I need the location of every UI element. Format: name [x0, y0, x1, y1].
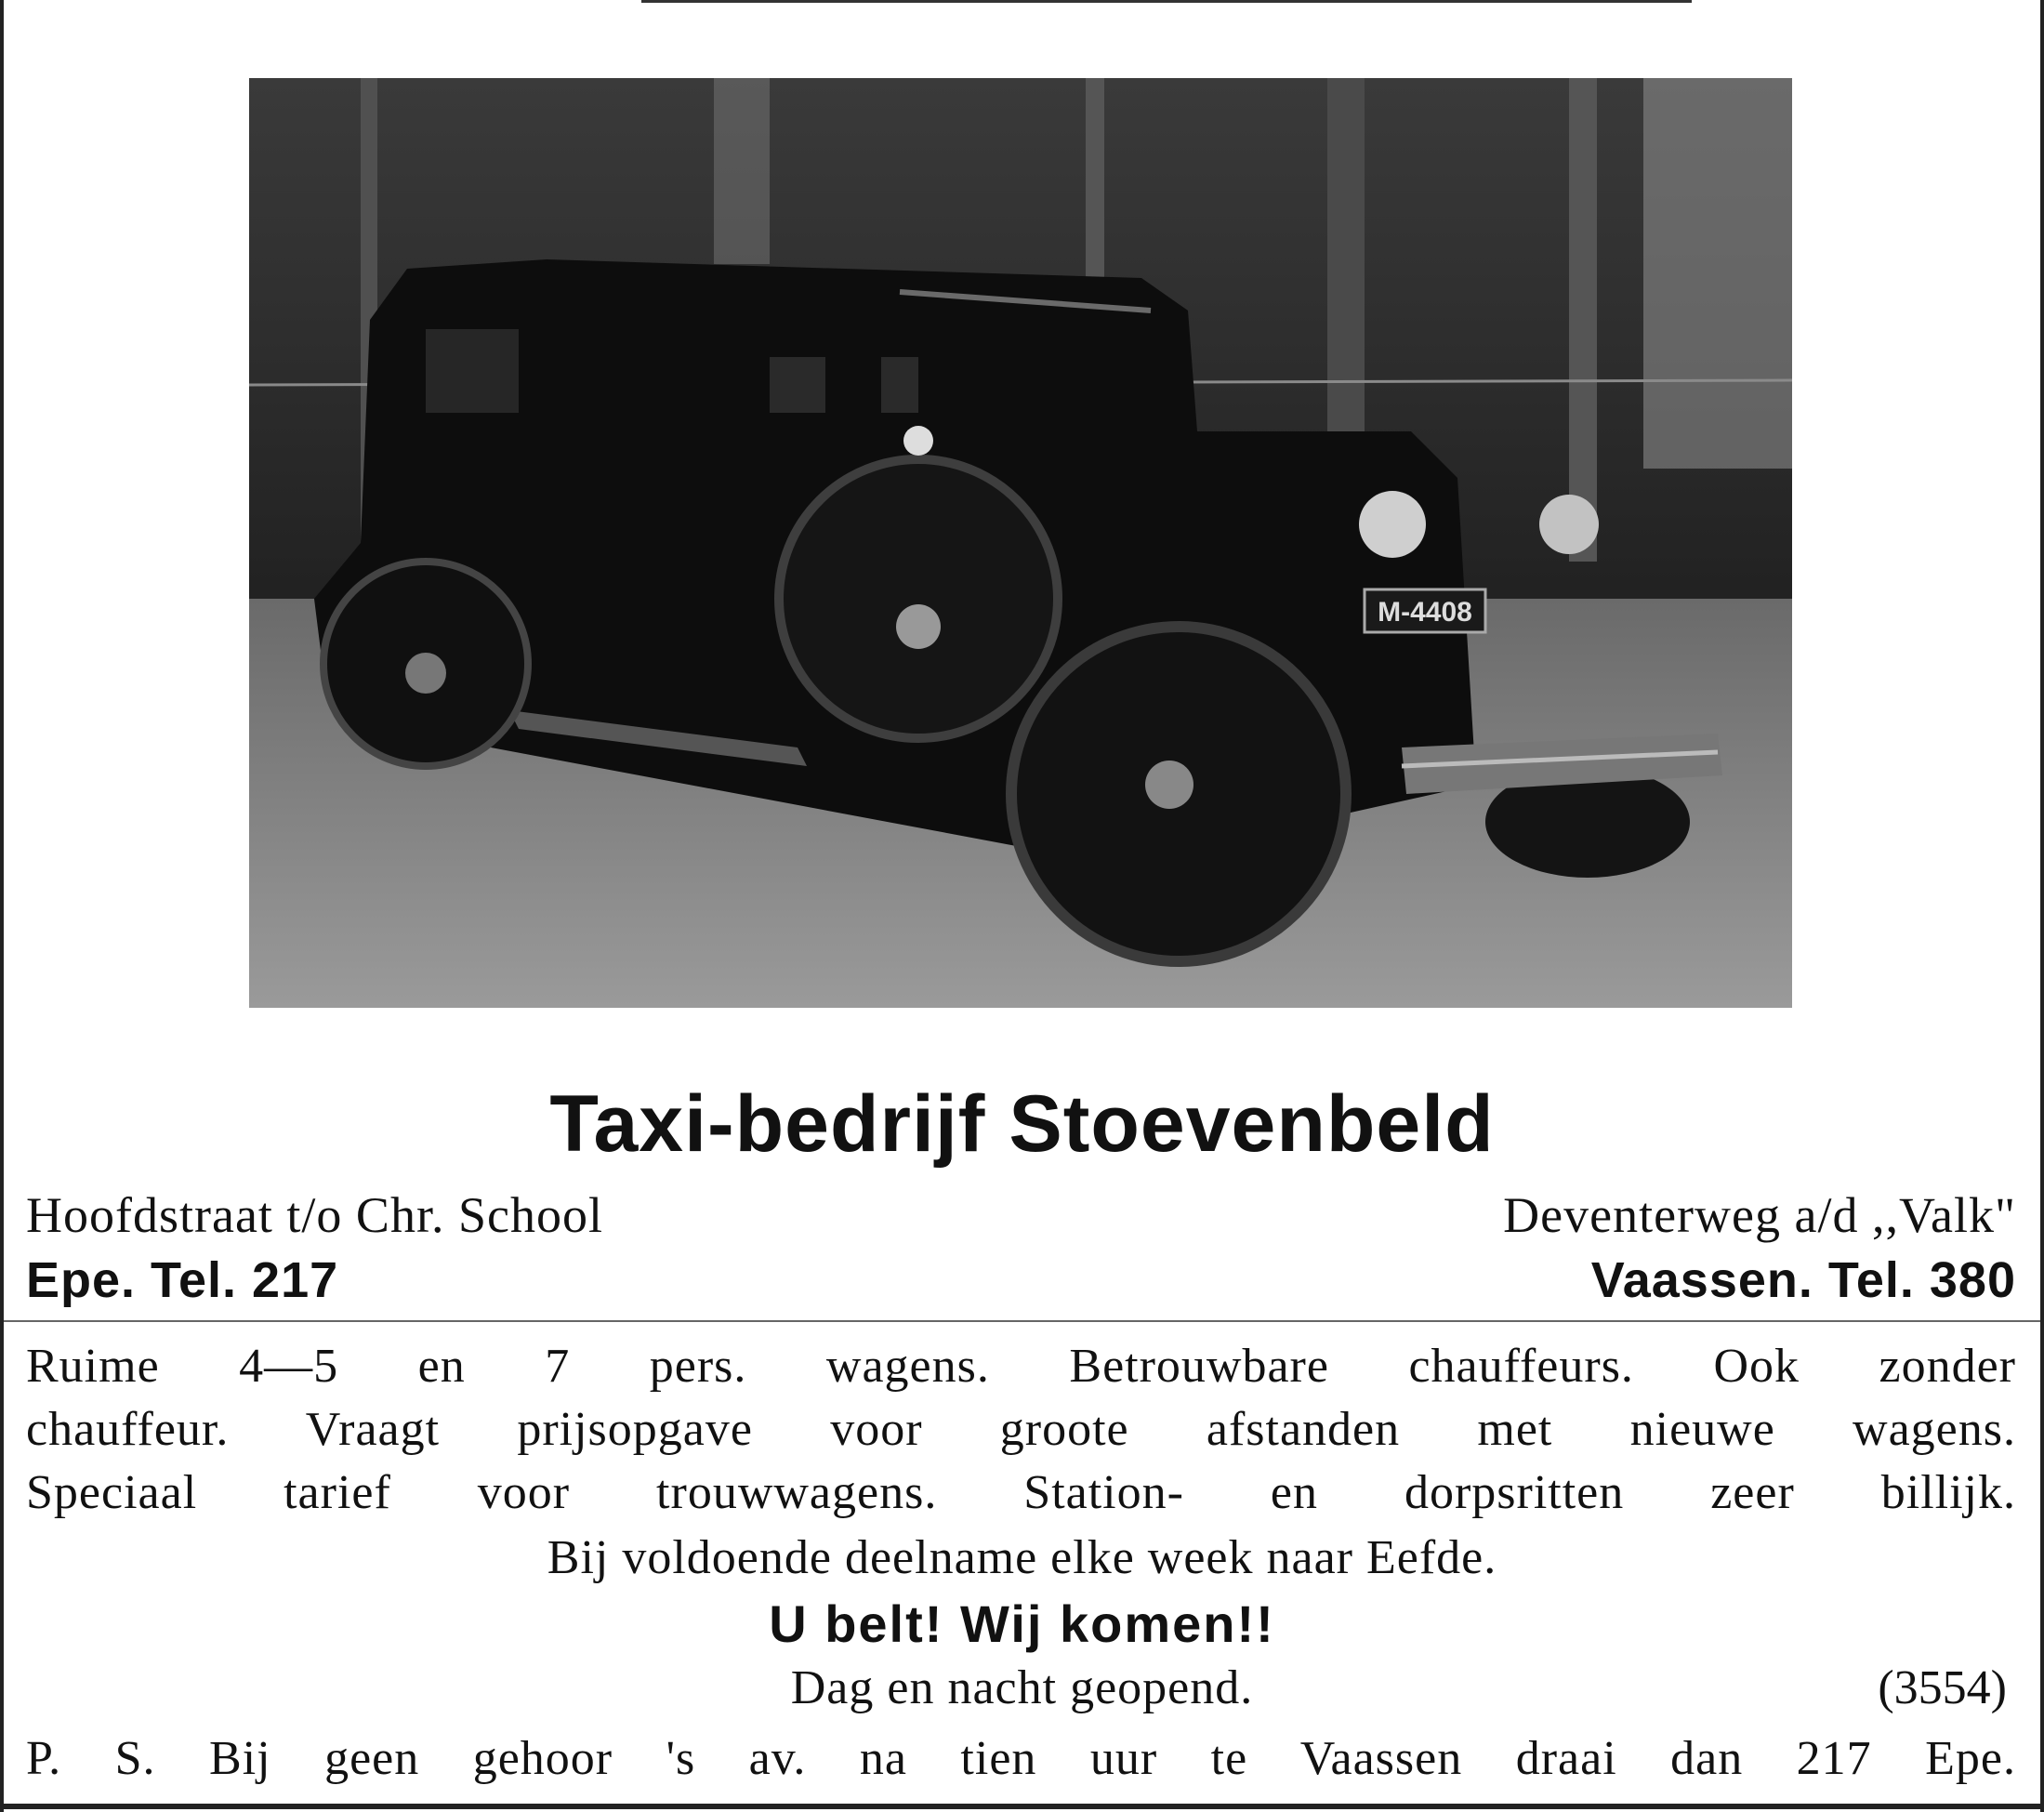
divider-rule — [4, 1320, 2040, 1322]
top-border-rule — [641, 0, 1692, 3]
vaassen-telephone: Vaassen. Tel. 380 — [1590, 1252, 2016, 1308]
bottom-border-rule — [0, 1804, 2044, 1809]
slogan: U belt! Wij komen!! — [769, 1594, 1275, 1653]
postscript: P. S. Bij geen gehoor 's av. na tien uur te Vaassen draai dan 217 Epe. — [26, 1732, 2016, 1785]
body-text-line-3: Speciaal tarief voor trouwwagens. Station- en dorpsritten zeer billijk. — [26, 1466, 2016, 1519]
opening-hours: Dag en nacht geopend. — [790, 1661, 1254, 1714]
body-text-line-2: chauffeur. Vraagt prijsopgave voor groote afstanden met nieuwe wagens. — [26, 1403, 2016, 1456]
epe-telephone: Epe. Tel. 217 — [26, 1252, 339, 1308]
ad-reference-number: (3554) — [1878, 1661, 2007, 1714]
epe-address: Hoofdstraat t/o Chr. School — [26, 1187, 603, 1243]
license-plate-text: M-4408 — [1378, 597, 1472, 628]
body-text-line-1: Ruime 4—5 en 7 pers. wagens. Betrouwbare chauffeurs. Ook zonder — [26, 1340, 2016, 1393]
vaassen-address: Deventerweg a/d ,,Valk" — [1503, 1187, 2016, 1243]
body-text-line-4: Bij voldoende deelname elke week naar Eefde. — [547, 1531, 1497, 1584]
taxi-car-photo — [249, 78, 1792, 1008]
business-title: Taxi-bedrijf Stoevenbeld — [549, 1079, 1495, 1169]
taxi-car-illustration — [249, 78, 1792, 1008]
